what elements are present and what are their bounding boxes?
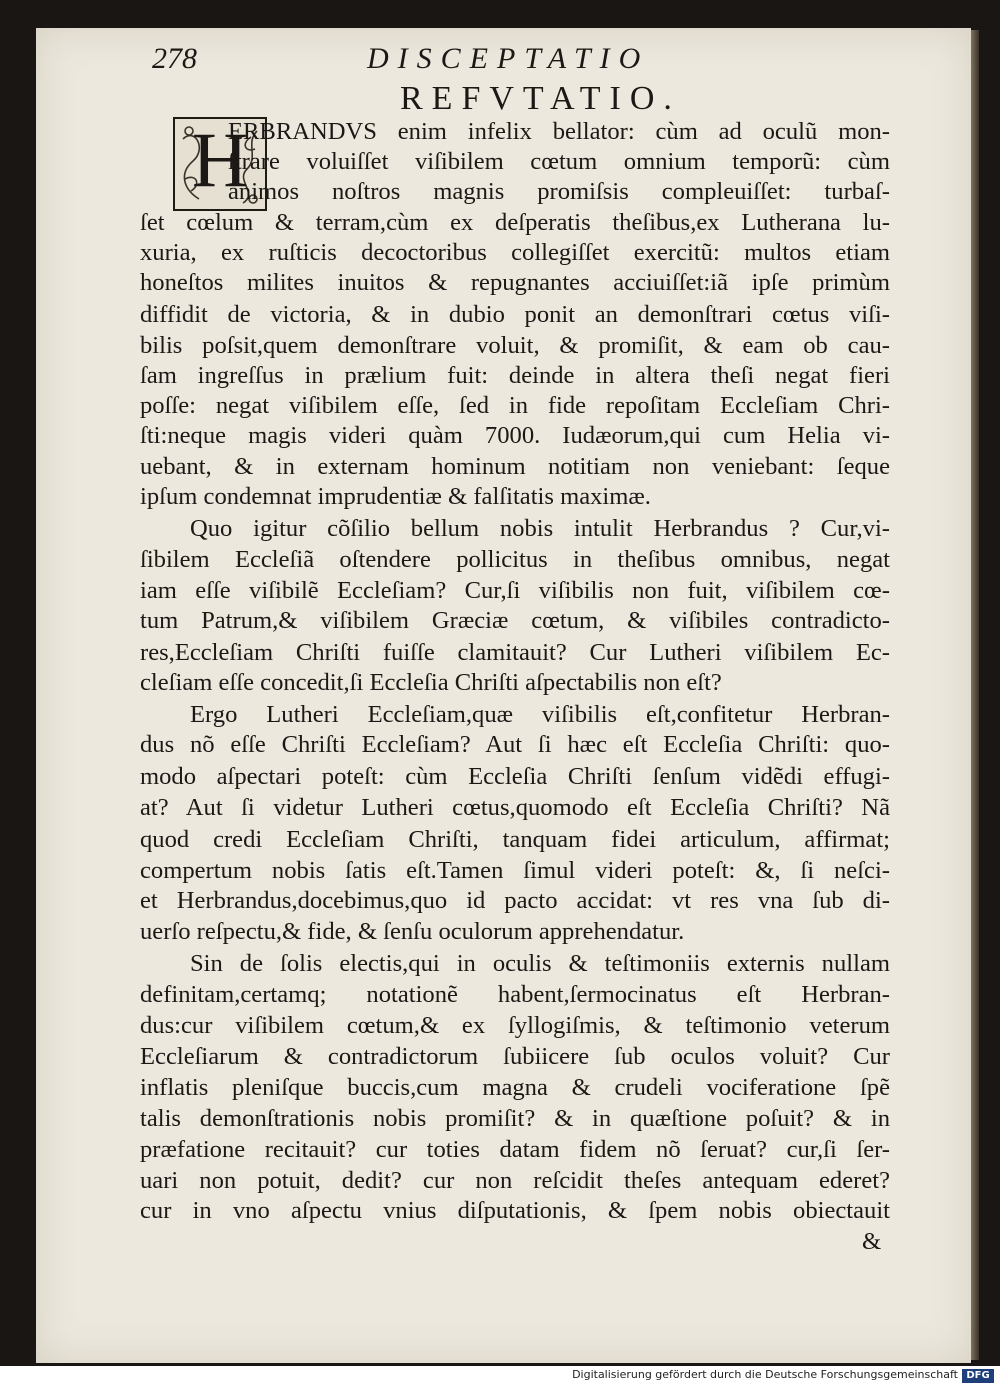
text-line: Eccleſiarum & contradictorum ſubiicere ſub oculos voluit? Cur: [140, 1043, 890, 1070]
funding-note: Digitalisierung gefördert durch die Deutsche Forschungsgemeinschaft: [572, 1368, 958, 1381]
text-line: definitam,certamq; notationẽ habent,ſermocinatus eſt Herbran-: [140, 981, 890, 1008]
page-number: 278: [152, 42, 197, 75]
section-title: REFVTATIO.: [400, 80, 681, 117]
text-line: ſtrare voluiſſet viſibilem cœtum omnium temporũ: cùm: [228, 148, 890, 175]
text-line: tum Patrum,& viſibilem Græciæ cœtum, & viſibiles contradicto-: [140, 607, 890, 634]
dfg-logo: DFG: [962, 1369, 994, 1383]
text-line: talis demonſtrationis nobis promiſit? & in quæſtione poſuit? & in: [140, 1105, 890, 1132]
text-line: Sin de ſolis electis,qui in oculis & teſtimoniis externis nullam: [190, 950, 890, 977]
text-line: ſam ingreſſus in prælium fuit: deinde in altera theſi negat fieri: [140, 362, 890, 389]
text-line: at? Aut ſi videtur Lutheri cœtus,quomodo eſt Eccleſia Chriſti? Nã: [140, 794, 890, 821]
running-head: DISCEPTATIO: [367, 42, 650, 75]
text-line: ERBRANDVS enim infelix bellator: cùm ad oculũ mon-: [228, 118, 890, 145]
text-line: animos noſtros magnis promiſsis compleuiſſet: turbaſ-: [228, 178, 890, 205]
text-line: bilis poſsit,quem demonſtrare voluit, & promiſit, & eam ob cau-: [140, 332, 890, 359]
text-line: præfatione recitauit? cur toties datam fidem nõ ſeruat? cur,ſi ſer-: [140, 1136, 890, 1163]
text-line: ſet cœlum & terram,cùm ex deſperatis theſibus,ex Lutherana lu-: [140, 209, 890, 236]
text-line: modo aſpectari poteſt: cùm Eccleſia Chriſti ſenſum vidẽdi effugi-: [140, 763, 890, 790]
catchword: &: [862, 1228, 882, 1255]
initial-letter: H: [191, 116, 249, 203]
text-line: Ergo Lutheri Eccleſiam,quæ viſibilis eſt,confitetur Herbran-: [190, 701, 890, 728]
text-line: honeſtos milites inuitos & repugnantes acciuiſſet:iã ipſe primùm: [140, 269, 890, 296]
text-line: xuria, ex ruſticis decoctoribus collegiſſet exercitũ: multos etiam: [140, 239, 890, 266]
text-line: et Herbrandus,docebimus,quo id pacto accidat: vt res vna ſub di-: [140, 887, 890, 914]
text-line: uebant, & in externam hominum notitiam non veniebant: ſeque: [140, 453, 890, 480]
text-line: uerſo reſpectu,& fide, & ſenſu oculorum apprehendatur.: [140, 918, 685, 945]
text-line: res,Eccleſiam Chriſti fuiſſe clamitauit? Cur Lutheri viſibilem Ec-: [140, 639, 890, 666]
text-line: iam eſſe viſibilẽ Eccleſiam? Cur,ſi viſibilis non fuit, viſibilem cœ-: [140, 577, 890, 604]
digitization-footer: [0, 1366, 1000, 1387]
text-line: dus:cur viſibilem cœtum,& ex ſyllogiſmis, & teſtimonio veterum: [140, 1012, 890, 1039]
text-line: ſti:neque magis videri quàm 7000. Iudæorum,qui cum Helia vi-: [140, 422, 890, 449]
text-line: poſſe: negat viſibilem eſſe, ſed in fide repoſitam Eccleſiam Chri-: [140, 392, 890, 419]
text-line: quod credi Eccleſiam Chriſti, tanquam fidei articulum, affirmat;: [140, 826, 890, 853]
text-line: ſibilem Eccleſiã oſtendere pollicitus in theſibus omnibus, negat: [140, 546, 890, 573]
text-line: uari non potuit, dedit? cur non reſcidit theſes antequam ederet?: [140, 1167, 890, 1194]
text-line: cur in vno aſpectu vnius diſputationis, & ſpem nobis obiectauit: [140, 1197, 890, 1224]
text-line: Quo igitur cõſilio bellum nobis intulit Herbrandus ? Cur,vi-: [190, 515, 890, 542]
text-line: ipſum condemnat imprudentiæ & falſitatis maximæ.: [140, 483, 651, 510]
text-line: cleſiam eſſe concedit,ſi Eccleſia Chriſti aſpectabilis non eſt?: [140, 669, 722, 696]
text-line: inflatis pleniſque buccis,cum magna & crudeli vociferatione ſpẽ: [140, 1074, 890, 1101]
text-line: diffidit de victoria, & in dubio ponit an demonſtrari cœtus viſi-: [140, 301, 890, 328]
text-line: dus nõ eſſe Chriſti Eccleſiam? Aut ſi hæc eſt Eccleſia Chriſti: quo-: [140, 731, 890, 758]
text-line: compertum nobis ſatis eſt.Tamen ſimul videri poteſt: &, ſi neſci-: [140, 857, 890, 884]
